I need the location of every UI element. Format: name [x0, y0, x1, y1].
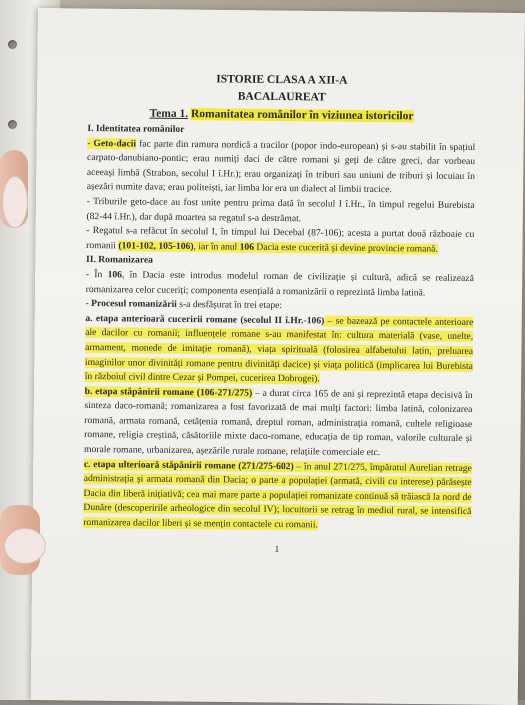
stage-label: c. etapa ulterioară stăpânirii romane (271/275-602) [83, 458, 294, 472]
topic-number: Tema 1. [149, 107, 189, 121]
years-text: (101-102, 105-106) [118, 240, 194, 252]
stage-text: – se bazează pe contactele anterioare ale dacilor cu romanii; influențele romane s-au manifestat în: cultura materială (vase, unelte, armament, monede de imitație romană), viața spirituală (folosirea alfabetului latin, preluarea imaginilor unor divinități romane pentru divinități dacice) și viața politică (implicarea lui Burebista în războiul civil dintre Cezar și Pompei, cucerirea Dobrogei). [84, 315, 474, 385]
paragraph [84, 385, 473, 462]
paragraph [87, 137, 476, 199]
year-text: 106 [107, 269, 123, 281]
paragraph-text: s-a desfășurat în trei etape: [176, 299, 283, 312]
section-heading: I. Identitatea românilor [87, 122, 185, 136]
paragraph-text: , iar în anul [193, 240, 240, 253]
page-number: 1 [274, 543, 280, 555]
paragraph-text: , în Dacia este introdus modelul roman de civilizație și cultură, adică se realizează romanizarea celor cuceriți; componenta esențială a romanizării o reprezintă limba latină. [85, 269, 474, 299]
topic-title: Romanitatea românilor în viziunea istoricilor [190, 108, 414, 123]
stage-text: – în anul 271/275, împăratul Aurelian retrage administrația și armata romană din Dacia; o parte a populației (armată, civili cu interese) părăsește Dacia din liberă inițiativă; cea mai mare parte a populației romanizate continuă să trăiască la nord de Dunăre (descoperirile arheologice din secolul IV); locuitorii se retrag în mediul rural, se intensifică romanizarea dacilor liberi și se mențin contactele cu romanii. [83, 460, 472, 531]
term-label: - Geto-dacii [87, 137, 137, 150]
paragraph-text: Dacia este cucerită și devine provincie romană. [253, 241, 438, 255]
paragraph [83, 458, 472, 535]
term-label: - Procesul romanizării [85, 298, 177, 311]
stage-label: b. etapa stăpânirii romane (106-271/275) [84, 385, 253, 399]
document-text [83, 70, 476, 559]
paragraph-text: - În [85, 268, 108, 281]
year-text: 106 [239, 241, 255, 253]
paragraph [86, 268, 474, 301]
stage-text: – a durat circa 165 de ani și reprezintă etapa decisivă în sinteza daco-romană; romanizarea a fost favorizată de mai mulți factori: limba latină, colonizarea romană, armata romană, cetățenia romană, dreptul roman, administrația romană, cultele religioase romane, religia creștină, căsătoriile mixte daco-romane, educația de tip roman, valorile culturale și morale romane, urbanizarea, așezările rurale romane, relațiile comerciale etc. [83, 387, 473, 459]
section-heading: II. Romanizarea [85, 254, 154, 267]
document-title: ISTORIE CLASA A XII-A [216, 73, 348, 87]
binder-hole [8, 40, 17, 49]
fingernail [2, 176, 28, 228]
paragraph-text: fac parte din ramura nordică a tracilor (popor indo-european) și s-au stabilit în spațiul carpato-danubiano-pontic; erau numiți daci de către romani și geți de către greci, dar vorbeau aceeași limbă (Strabon, secolul I î.Hr.); erau organizați în triburi sau uniuni de triburi și locuiau în așezări numite dava; erau politeiști, iar limba lor era un dialect al limbii tracice. [86, 138, 476, 196]
fingernail [4, 528, 46, 564]
paragraph [86, 224, 474, 257]
paragraph [85, 312, 474, 389]
paragraph: - Triburile geto-dace au fost unite pentru prima dată în secolul I î.Hr., în timpul regelui Burebista (82-44 î.Hr.), dar după moartea sa regatul s-a destrămat. [86, 195, 475, 224]
document-subtitle: BACALAUREAT [237, 90, 326, 104]
paragraph-text: - Regatul s-a refăcut în secolul I, în timpul lui Decebal (87-106); acesta a purtat două războaie cu romanii [86, 225, 475, 252]
binder-hole [8, 120, 17, 129]
stage-label: a. etapa anterioară cuceririi romane (secolul II î.Hr.-106) [85, 312, 325, 327]
